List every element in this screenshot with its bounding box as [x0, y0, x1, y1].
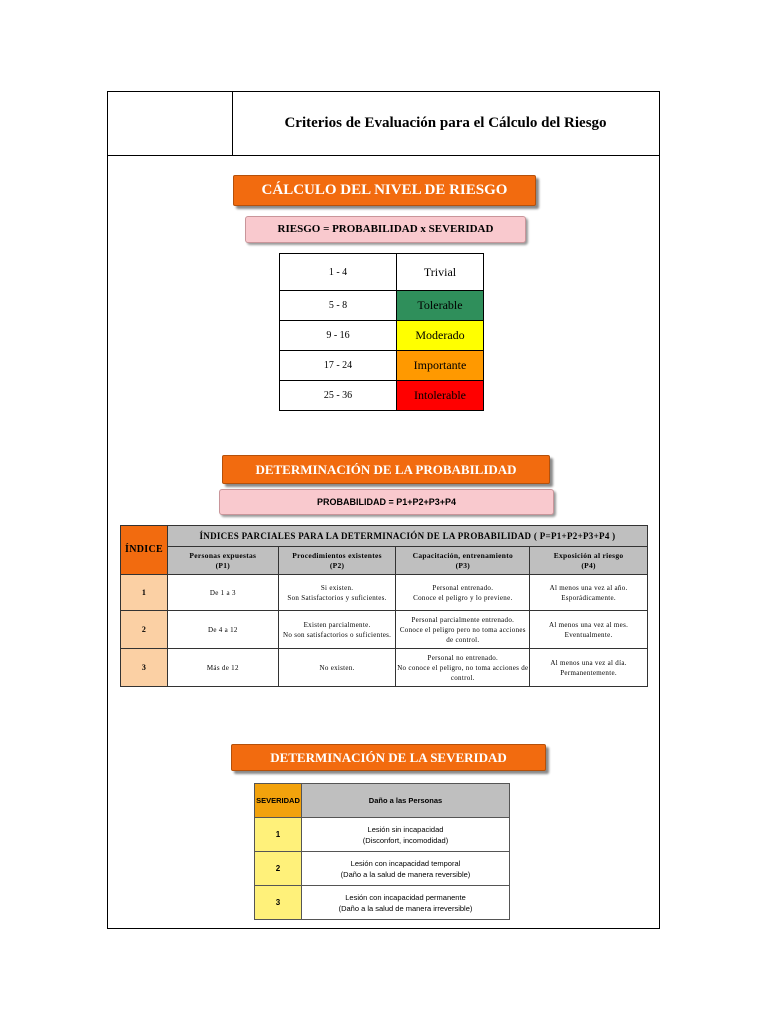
severity-line: (Daño a la salud de manera reversible) [340, 869, 471, 879]
damage-header: Daño a las Personas [301, 784, 509, 818]
risk-range: 1 - 4 [280, 254, 397, 291]
probability-table [120, 525, 648, 687]
severity-row [255, 886, 510, 920]
severity-banner: DETERMINACIÓN DE LA SEVERIDAD [231, 744, 546, 771]
p3-line: Conoce el peligro y lo previene. [413, 593, 513, 602]
p3-line: Conoce el peligro pero no toma acciones [399, 625, 526, 634]
document-header [108, 92, 659, 156]
p1-cell: De 1 a 3 [167, 575, 278, 611]
severity-level: 2 [255, 852, 302, 886]
severity-line: (Daño a la salud de manera irreversible) [338, 903, 473, 913]
risk-range: 9 - 16 [280, 321, 397, 351]
risk-level-row [280, 351, 484, 381]
risk-level-row [280, 254, 484, 291]
column-code: (P1) [215, 560, 231, 570]
p3-line: Personal no entrenado. [427, 653, 499, 662]
probability-index: 1 [121, 575, 168, 611]
p2-cell [278, 611, 396, 649]
severity-line: Lesión con incapacidad temporal [350, 858, 461, 868]
p3-line: control. [450, 673, 475, 682]
risk-level-row [280, 321, 484, 351]
column-name: Procedimientos existentes [292, 550, 382, 560]
p2-line: No existen. [319, 663, 355, 672]
p4-line: Esporádicamente. [561, 593, 616, 602]
p3-cell [396, 575, 530, 611]
severity-level: 1 [255, 818, 302, 852]
risk-level-label: Importante [397, 351, 484, 381]
p2-line: No son satisfactorios o suficientes. [282, 630, 392, 639]
risk-level-label: Moderado [397, 321, 484, 351]
p2-cell [278, 649, 396, 687]
column-header-p1 [167, 547, 278, 575]
probability-banner: DETERMINACIÓN DE LA PROBABILIDAD [222, 455, 550, 484]
p4-cell [530, 611, 648, 649]
p4-line: Eventualmente. [564, 630, 613, 639]
p4-cell [530, 575, 648, 611]
logo-placeholder [108, 92, 233, 155]
probability-index: 2 [121, 611, 168, 649]
column-name: Personas expuestas [189, 550, 257, 560]
severity-row [255, 818, 510, 852]
severity-line: (Disconfort, incomodidad) [362, 835, 449, 845]
probability-formula: PROBABILIDAD = P1+P2+P3+P4 [219, 489, 554, 515]
column-name: Exposición al riesgo [553, 550, 624, 560]
probability-row [121, 649, 648, 687]
risk-formula: RIESGO = PROBABILIDAD x SEVERIDAD [245, 216, 526, 243]
severity-header: SEVERIDAD [255, 784, 302, 818]
risk-range: 25 - 36 [280, 381, 397, 411]
risk-banner: CÁLCULO DEL NIVEL DE RIESGO [233, 175, 536, 206]
index-header: ÍNDICE [121, 526, 168, 575]
p4-line: Al menos una vez al día. [550, 658, 627, 667]
risk-range: 17 - 24 [280, 351, 397, 381]
risk-levels-table [279, 253, 484, 411]
p2-line: Son Satisfactorios y suficientes. [287, 593, 387, 602]
column-header-p3 [396, 547, 530, 575]
severity-line: Lesión con incapacidad permanente [345, 892, 466, 902]
risk-level-row [280, 381, 484, 411]
partial-indices-header: ÍNDICES PARCIALES PARA LA DETERMINACIÓN DE LA PROBABILIDAD ( P=P1+P2+P3+P4 ) [167, 526, 647, 547]
p3-line: de control. [446, 635, 480, 644]
p4-line: Al menos una vez al año. [549, 583, 628, 592]
risk-level-row [280, 291, 484, 321]
severity-description [301, 852, 509, 886]
p4-cell [530, 649, 648, 687]
severity-line: Lesión sin incapacidad [367, 824, 444, 834]
severity-row [255, 852, 510, 886]
p3-cell [396, 611, 530, 649]
p3-line: No conoce el peligro, no toma acciones de [397, 663, 529, 672]
p4-line: Al menos una vez al mes. [549, 620, 629, 629]
risk-level-label: Intolerable [397, 381, 484, 411]
p1-cell: De 4 a 12 [167, 611, 278, 649]
p1-cell: Más de 12 [167, 649, 278, 687]
p3-line: Personal parcialmente entrenado. [411, 615, 515, 624]
severity-table [254, 783, 510, 920]
p3-cell [396, 649, 530, 687]
column-code: (P2) [329, 560, 345, 570]
probability-row [121, 611, 648, 649]
risk-range: 5 - 8 [280, 291, 397, 321]
p2-line: Si existen. [320, 583, 354, 592]
column-code: (P3) [455, 560, 471, 570]
column-code: (P4) [581, 560, 596, 570]
probability-row [121, 575, 648, 611]
column-header-p2 [278, 547, 396, 575]
p2-line: Existen parcialmente. [303, 620, 371, 629]
document-title: Criterios de Evaluación para el Cálculo del Riesgo [284, 115, 607, 131]
severity-level: 3 [255, 886, 302, 920]
column-name: Capacitación, entrenamiento [412, 550, 514, 560]
p4-line: Permanentemente. [560, 668, 617, 677]
risk-level-label: Trivial [397, 254, 484, 291]
risk-level-label: Tolerable [397, 291, 484, 321]
p2-cell [278, 575, 396, 611]
column-header-p4 [530, 547, 648, 575]
severity-description [301, 818, 509, 852]
severity-description [301, 886, 509, 920]
probability-index: 3 [121, 649, 168, 687]
p3-line: Personal entrenado. [432, 583, 494, 592]
